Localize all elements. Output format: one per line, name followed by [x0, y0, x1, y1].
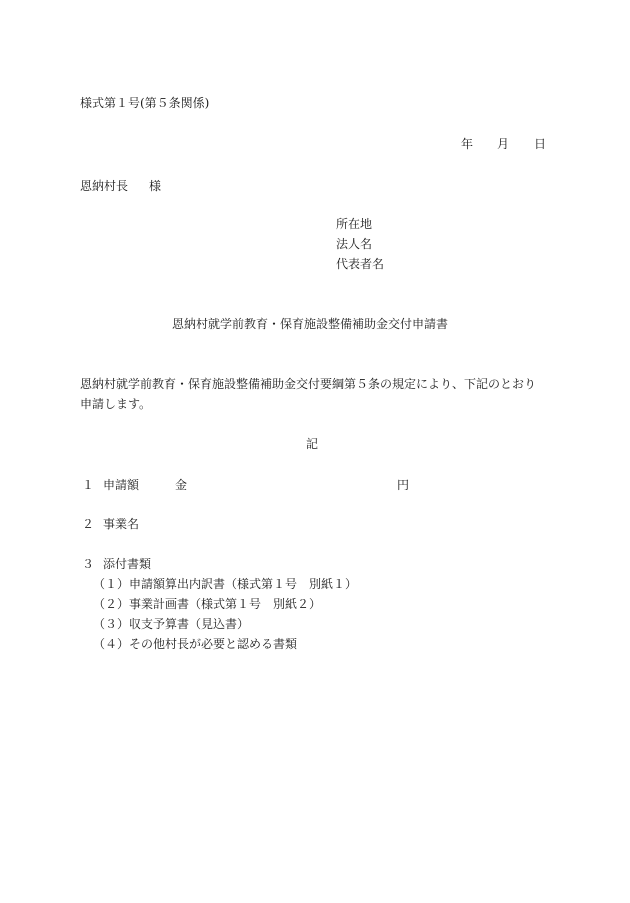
addressee-suffix: 様: [149, 179, 162, 193]
amount-unit: 円: [397, 478, 410, 492]
item-label: 事業名: [103, 517, 140, 531]
amount-prefix: 金: [175, 478, 188, 492]
item-label: 申請額: [103, 478, 140, 492]
item-label: 添付書類: [103, 557, 152, 571]
date-day-label: 日: [534, 137, 547, 151]
ki-heading: 記: [306, 437, 319, 451]
form-number: 様式第１号(第５条関係): [80, 96, 210, 110]
attachment-item: （２）事業計画書（様式第１号 別紙２）: [93, 597, 322, 611]
item-number: ３: [82, 557, 95, 571]
applicant-corporation-label: 法人名: [336, 237, 373, 251]
item-number: ２: [82, 517, 95, 531]
body-text-line-1: 恩納村就学前教育・保育施設整備補助金交付要綱第５条の規定により、下記のとおり: [80, 377, 537, 391]
body-text-line-2: 申請します。: [80, 397, 152, 411]
item-number: １: [82, 478, 95, 492]
document-title: 恩納村就学前教育・保育施設整備補助金交付申請書: [172, 317, 449, 331]
applicant-address-label: 所在地: [336, 217, 373, 231]
date-year-label: 年: [461, 137, 474, 151]
attachment-item: （３）収支予算書（見込書）: [93, 617, 250, 631]
attachment-item: （１）申請額算出内訳書（様式第１号 別紙１）: [93, 577, 358, 591]
applicant-representative-label: 代表者名: [336, 257, 385, 271]
addressee-name: 恩納村長: [80, 179, 129, 193]
attachment-item: （４）その他村長が必要と認める書類: [93, 637, 298, 651]
date-month-label: 月: [497, 137, 510, 151]
